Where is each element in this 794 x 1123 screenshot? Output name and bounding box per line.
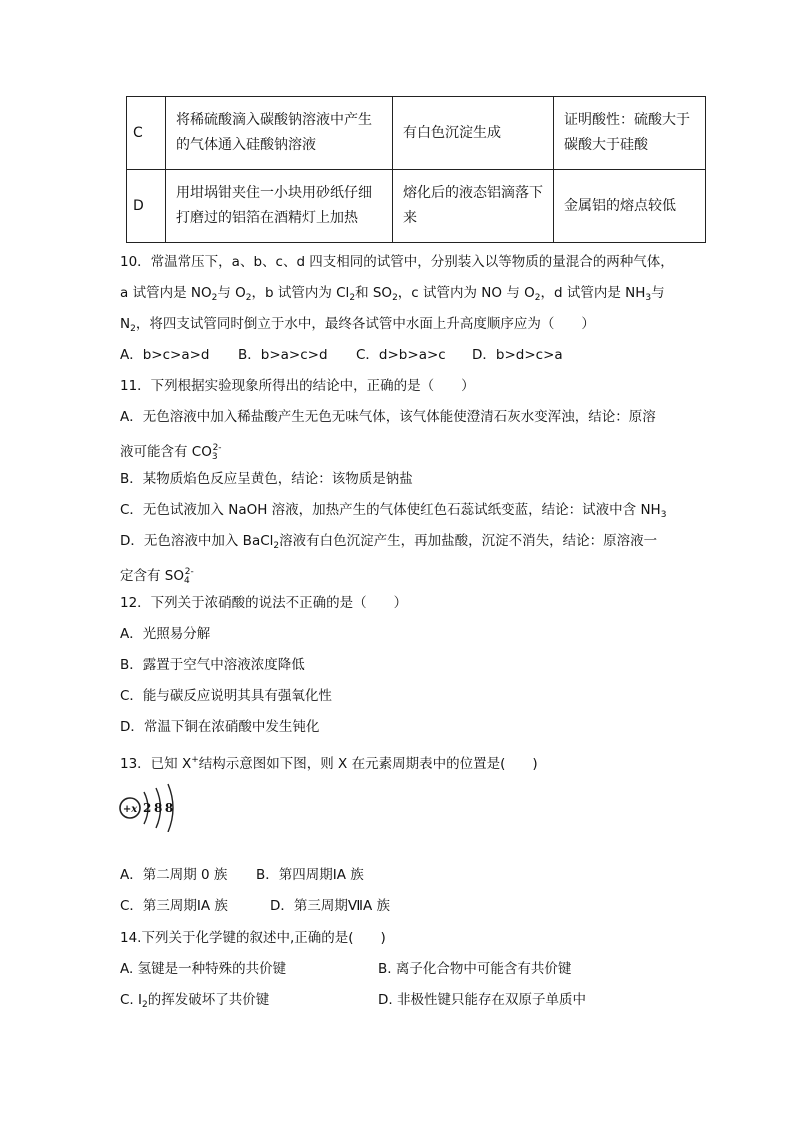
operation-cell: 用坩埚钳夹住一小块用砂纸仔细 打磨过的铝箔在酒精灯上加热 <box>166 170 393 243</box>
q11-option-b[interactable]: B．某物质焰色反应呈黄色，结论：该物质是钠盐 <box>120 471 413 487</box>
q12-option-b[interactable]: B．露置于空气中溶液浓度降低 <box>120 657 305 673</box>
q10-line-3: $N_2$，将四支试管同时倒立于水中，最终各试管中水面上升高度顺序应为（ ） <box>120 316 595 334</box>
q13-stem: 13．已知 X+结构示意图如下图，则 X 在元素周期表中的位置是( ) <box>120 755 538 772</box>
conclusion-cell: 金属铝的熔点较低 <box>554 170 706 243</box>
q13-options-row-2 <box>120 896 390 916</box>
phenomenon-cell: 熔化后的液态铝滴落下 来 <box>393 170 554 243</box>
q10-line-2: a 试管内是 $NO_2$与 $O_2$，b 试管内为 $Cl_2$和 $SO_2$，c 试管内为 NO 与 $O_2$，d 试管内是 $NH_3$与 <box>120 285 665 303</box>
q12-option-c[interactable]: C．能与碳反应说明其具有强氧化性 <box>120 688 332 704</box>
phenomenon-cell: 有白色沉淀生成 <box>393 97 554 170</box>
q11-option-c[interactable]: C．无色试液加入 NaOH 溶液，加热产生的气体使红色石蕊试纸变蓝，结论：试液中含 $NH_3$ <box>120 502 667 520</box>
q13-option-c[interactable]: C．第三周期ⅠA 族 <box>120 898 228 914</box>
q12-option-a[interactable]: A．光照易分解 <box>120 626 211 642</box>
q13-option-d[interactable]: D．第三周期ⅦA 族 <box>270 898 391 914</box>
q10-line-1: 10．常温常压下，a、b、c、d 四支相同的试管中，分别装入以等物质的量混合的两种气体， <box>120 254 674 270</box>
q14-option-a[interactable]: A. 氢键是一种特殊的共价键 <box>120 961 287 977</box>
q10-option-c[interactable]: C．d>b>a>c <box>356 347 446 363</box>
q13-options-row-1 <box>120 865 364 885</box>
experiment-table <box>126 96 706 243</box>
conclusion-cell: 证明酸性：硫酸大于 碳酸大于硅酸 <box>554 97 706 170</box>
q13-option-a[interactable]: A．第二周期 0 族 <box>120 867 228 883</box>
q11-stem: 11．下列根据实验现象所得出的结论中，正确的是（ ） <box>120 378 475 394</box>
q14-option-d[interactable]: D. 非极性键只能存在双原子单质中 <box>378 992 586 1008</box>
q14-options-row-2 <box>120 990 586 1015</box>
table-row <box>127 97 706 170</box>
q14-options-row-1 <box>120 959 571 979</box>
q14-stem: 14.下列关于化学键的叙述中,正确的是( ) <box>120 930 386 946</box>
q11-option-a-line-1[interactable]: A．无色溶液中加入稀盐酸产生无色无味气体，该气体能使澄清石灰水变浑浊，结论：原溶 <box>120 409 656 425</box>
q10-options <box>120 345 563 365</box>
q11-option-a-line-2: 液可能含有 $CO_3^{2-}$ <box>120 443 222 462</box>
option-cell: D <box>127 170 166 243</box>
q11-option-d-line-2: 定含有 $SO_4^{2-}$ <box>120 567 194 586</box>
operation-cell: 将稀硫酸滴入碳酸钠溶液中产生 的气体通入硅酸钠溶液 <box>166 97 393 170</box>
q10-option-d[interactable]: D．b>d>c>a <box>472 347 563 363</box>
q10-option-b[interactable]: B．b>a>c>d <box>238 347 328 363</box>
shell-electron-counts: 288 <box>143 801 176 815</box>
q12-stem: 12．下列关于浓硝酸的说法不正确的是（ ） <box>120 595 408 611</box>
q13-option-b[interactable]: B．第四周期ⅠA 族 <box>256 867 364 883</box>
q12-option-d[interactable]: D．常温下铜在浓硝酸中发生钝化 <box>120 719 320 735</box>
q14-option-c[interactable]: C. $I_2$的挥发破坏了共价键 <box>120 992 270 1010</box>
q10-option-a[interactable]: A．b>c>a>d <box>120 347 210 363</box>
q11-option-d-line-1[interactable]: D．无色溶液中加入 BaCl$_2$溶液有白色沉淀产生，再加盐酸，沉淀不消失，结论：原溶液一 <box>120 533 658 551</box>
nucleus-charge: +x <box>122 804 138 815</box>
q14-option-b[interactable]: B. 离子化合物中可能含有共价键 <box>378 961 572 977</box>
option-cell: C <box>127 97 166 170</box>
table-row <box>127 170 706 243</box>
atom-structure-diagram <box>116 780 186 832</box>
